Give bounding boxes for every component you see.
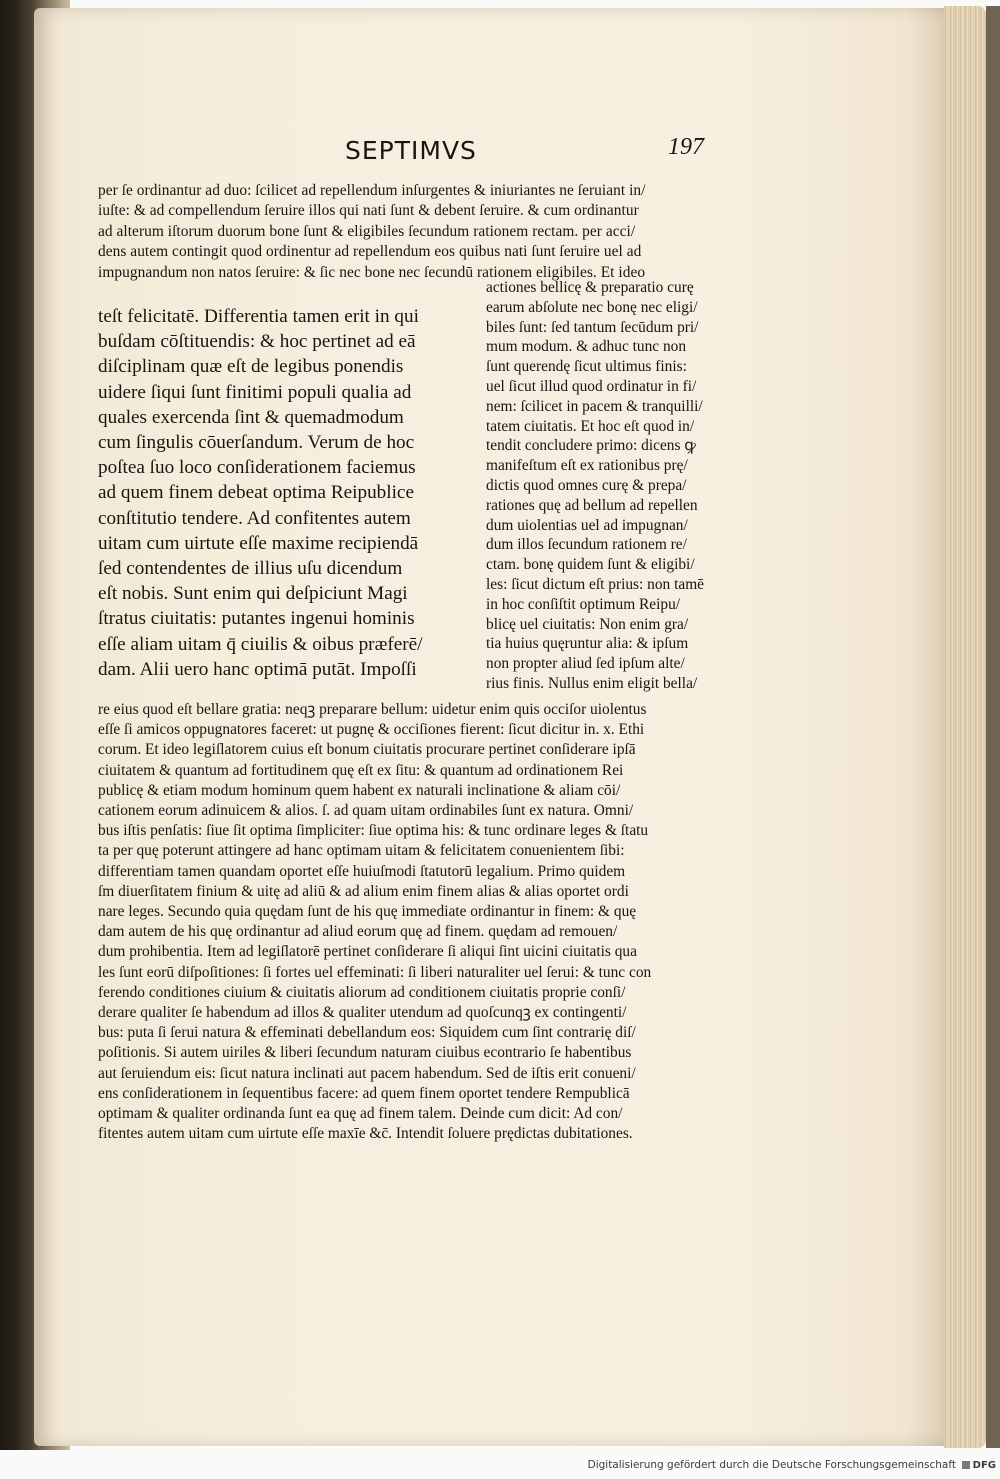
text-line: conſtitutio tendere. Ad confitentes autem xyxy=(98,507,411,529)
text-line: cationem eorum adinuicem & alios. ſ. ad quam uitam ordinabiles ſunt ex natura. Omni/ xyxy=(98,802,634,820)
text-line: aut ſeruiendum eis: ſicut natura inclinati aut pacem habendum. Sed de iſtis erit conueni/ xyxy=(98,1064,636,1082)
text-line: uel ſicut illud quod ordinatur in fi/ xyxy=(486,377,697,395)
commentary-column xyxy=(486,278,768,694)
aristotle-text-column xyxy=(98,304,468,682)
text-line: ens conſiderationem in ſequentibus facere: ad quem finem oportet tendere Rempublicā xyxy=(98,1084,630,1102)
text-line: fitentes autem uitam cum uirtute eſſe maxīe &c̄. Intendit ſoluere prędictas dubitationes. xyxy=(98,1125,633,1143)
text-line: derare qualiter ſe habendum ad illos & qualiter utendum ad quoſcunqꝫ ex contingenti/ xyxy=(98,1004,627,1022)
text-line: ferendo conditiones ciuium & ciuitatis aliorum ad conditionem ciuitatis proprie conſi/ xyxy=(98,983,626,1001)
text-line: diſciplinam quæ eſt de legibus ponendis xyxy=(98,356,404,378)
text-line: dum illos ſecundum rationem re/ xyxy=(486,536,687,554)
text-line: nem: ſcilicet in pacem & tranquilli/ xyxy=(486,397,703,415)
text-line: actiones bellicę & preparatio curę xyxy=(486,279,694,296)
text-line: re eius quod eſt bellare gratia: neqꝫ preparare bellum: uidetur enim quis occiſor uiolentus xyxy=(98,701,647,718)
text-line: biles ſunt: ſed tantum ſecūdum pri/ xyxy=(486,318,699,336)
text-line: eſt nobis. Sunt enim qui deſpiciunt Magi xyxy=(98,583,408,605)
dfg-logo-icon xyxy=(962,1461,970,1469)
text-line: rius finis. Nullus enim eligit bella/ xyxy=(486,674,698,692)
digitization-credit: Digitalisierung gefördert durch die Deutsche Forschungsgemeinschaft xyxy=(587,1459,956,1471)
text-line: les: ſicut dictum eſt prius: non tamē xyxy=(486,575,704,593)
text-line: tatem ciuitatis. Et hoc eſt quod in/ xyxy=(486,417,695,435)
text-line: impugnandum non natos ſeruire: & ſic nec bone nec ſecundū rationem eligibiles. Et ideo xyxy=(98,263,646,281)
text-line: ad quem finem debeat optima Reipublice xyxy=(98,482,414,504)
text-line: dictis quod omnes curę & prepa/ xyxy=(486,476,687,494)
text-line: dam. Alii uero hanc optimā putāt. Impoſſi xyxy=(98,658,417,680)
text-line: blicę uel ciuitatis: Non enim gra/ xyxy=(486,615,689,633)
text-line: earum abſolute nec bonę nec eligi/ xyxy=(486,298,698,316)
text-line: bus: puta ſi ſerui natura & effeminati debellandum eos: Siquidem cum ſint contrarię diſ/ xyxy=(98,1024,636,1042)
text-line: rationes quę ad bellum ad repellen xyxy=(486,496,698,514)
text-line: uidere ſiqui ſunt finitimi populi qualia ad xyxy=(98,381,412,403)
page-edges xyxy=(944,6,986,1448)
text-line: ſtratus ciuitatis: putantes ingenui hominis xyxy=(98,608,415,630)
text-line: eſſe ſi amicos oppugnatores faceret: ut pugnę & occiſiones fierent: ſicut dicitur in. x. Ethi xyxy=(98,721,645,739)
text-line: dum prohibentia. Item ad legiſlatorē pertinet conſiderare ſi aliqui ſint uicini ciuitatis qua xyxy=(98,943,637,961)
text-line: ſed contendentes de illius uſu dicendum xyxy=(98,558,403,580)
dfg-logo-text: DFG xyxy=(972,1459,996,1471)
text-line: cum ſingulis cōuerſandum. Verum de hoc xyxy=(98,432,415,454)
text-line: poſitionis. Si autem uiriles & liberi ſecundum naturam ciuibus econtrario ſe habentibus xyxy=(98,1044,632,1062)
text-line: tendit concludere primo: dicens ꝙ xyxy=(486,437,696,455)
text-line: ciuitatem & quantum ad fortitudinem quę eſt ex ſitu: & quantum ad ordinationem Rei xyxy=(98,761,624,779)
text-line: dum uiolentias uel ad impugnan/ xyxy=(486,516,688,534)
text-line: per ſe ordinantur ad duo: ſcilicet ad repellendum inſurgentes & iniuriantes ne ſeruiant in/ xyxy=(98,182,646,199)
text-line: optimam & qualiter ordinanda ſunt ea quę ad finem talem. Deinde cum dicit: Ad con/ xyxy=(98,1105,623,1123)
text-line: bus iſtis penſatis: ſiue ſit optima ſimpliciter: ſiue optima his: & tunc ordinare leges & ſtatu xyxy=(98,822,649,840)
text-line: teſt felicitatē. Differentia tamen erit in qui xyxy=(98,306,419,327)
text-line: iuſte: & ad compellendum ſeruire illos qui nati ſunt & debent ſeruire. & cum ordinantur xyxy=(98,202,639,220)
bottom-text-block xyxy=(98,700,763,1144)
text-line: manifeſtum eſt ex rationibus prę/ xyxy=(486,457,688,475)
text-line: les ſunt eorū diſpoſitiones: ſi fortes uel effeminati: ſi liberi naturaliter uel ſerui: & tunc con xyxy=(98,963,652,981)
dfg-logo xyxy=(962,1458,996,1472)
running-head: SEPTIMVS xyxy=(345,136,477,165)
text-line: uitam cum uirtute eſſe maxime recipiendā xyxy=(98,532,419,554)
text-line: mum modum. & adhuc tunc non xyxy=(486,338,687,356)
text-line: dam autem de his quę ordinantur ad aliud eorum quę ad finem. quędam ad remouen/ xyxy=(98,923,618,941)
text-line: nare leges. Secundo quia quędam ſunt de his quę immediate ordinantur in finem: & quę xyxy=(98,903,637,921)
text-line: publicę & etiam modum hominum quem habent ex naturali inclinatione & aliam cōi/ xyxy=(98,781,621,799)
text-line: dens autem contingit quod ordinentur ad repellendum eos quibus nati ſunt ſeruire uel ad xyxy=(98,243,642,261)
text-line: in hoc conſiſtit optimum Reipu/ xyxy=(486,595,681,613)
text-line: ſm diuerſitatem finium & uitę ad aliū & ad alium enim finem alias & alias oportet ordi xyxy=(98,882,629,900)
text-line: non propter aliud ſed ipſum alte/ xyxy=(486,655,685,673)
text-line: ſunt querendę ſicut ultimus finis: xyxy=(486,358,687,376)
text-line: buſdam cōſtituendis: & hoc pertinet ad eā xyxy=(98,331,416,353)
text-line: ad alterum iſtorum duorum bone ſunt & eligibiles ſecundum rationem rectam. per acci/ xyxy=(98,222,636,240)
top-text-block xyxy=(98,181,763,283)
text-line: ta per quę poterunt attingere ad hanc optimam uitam & felicitatem conuenientem ſibi: xyxy=(98,842,625,860)
text-line: tia huius quęruntur alia: & ipſum xyxy=(486,635,689,653)
text-line: ctam. bonę quidem ſunt & eligibi/ xyxy=(486,556,695,574)
page-number: 197 xyxy=(668,134,704,160)
text-line: differentiam tamen quandam oportet eſſe huiuſmodi ſtatutorū legalium. Primo quidem xyxy=(98,862,626,880)
text-line: corum. Et ideo legiſlatorem cuius eſt bonum ciuitatis procurare pertinet conſiderare ipſā xyxy=(98,741,636,759)
text-line: poſtea ſuo loco conſiderationem faciemus xyxy=(98,457,416,479)
book-cover-edge xyxy=(986,6,1000,1448)
text-line: eſſe aliam uitam q̄ ciuilis & oibus præferē/ xyxy=(98,633,423,655)
text-line: quales exercenda ſint & quemadmodum xyxy=(98,406,404,428)
